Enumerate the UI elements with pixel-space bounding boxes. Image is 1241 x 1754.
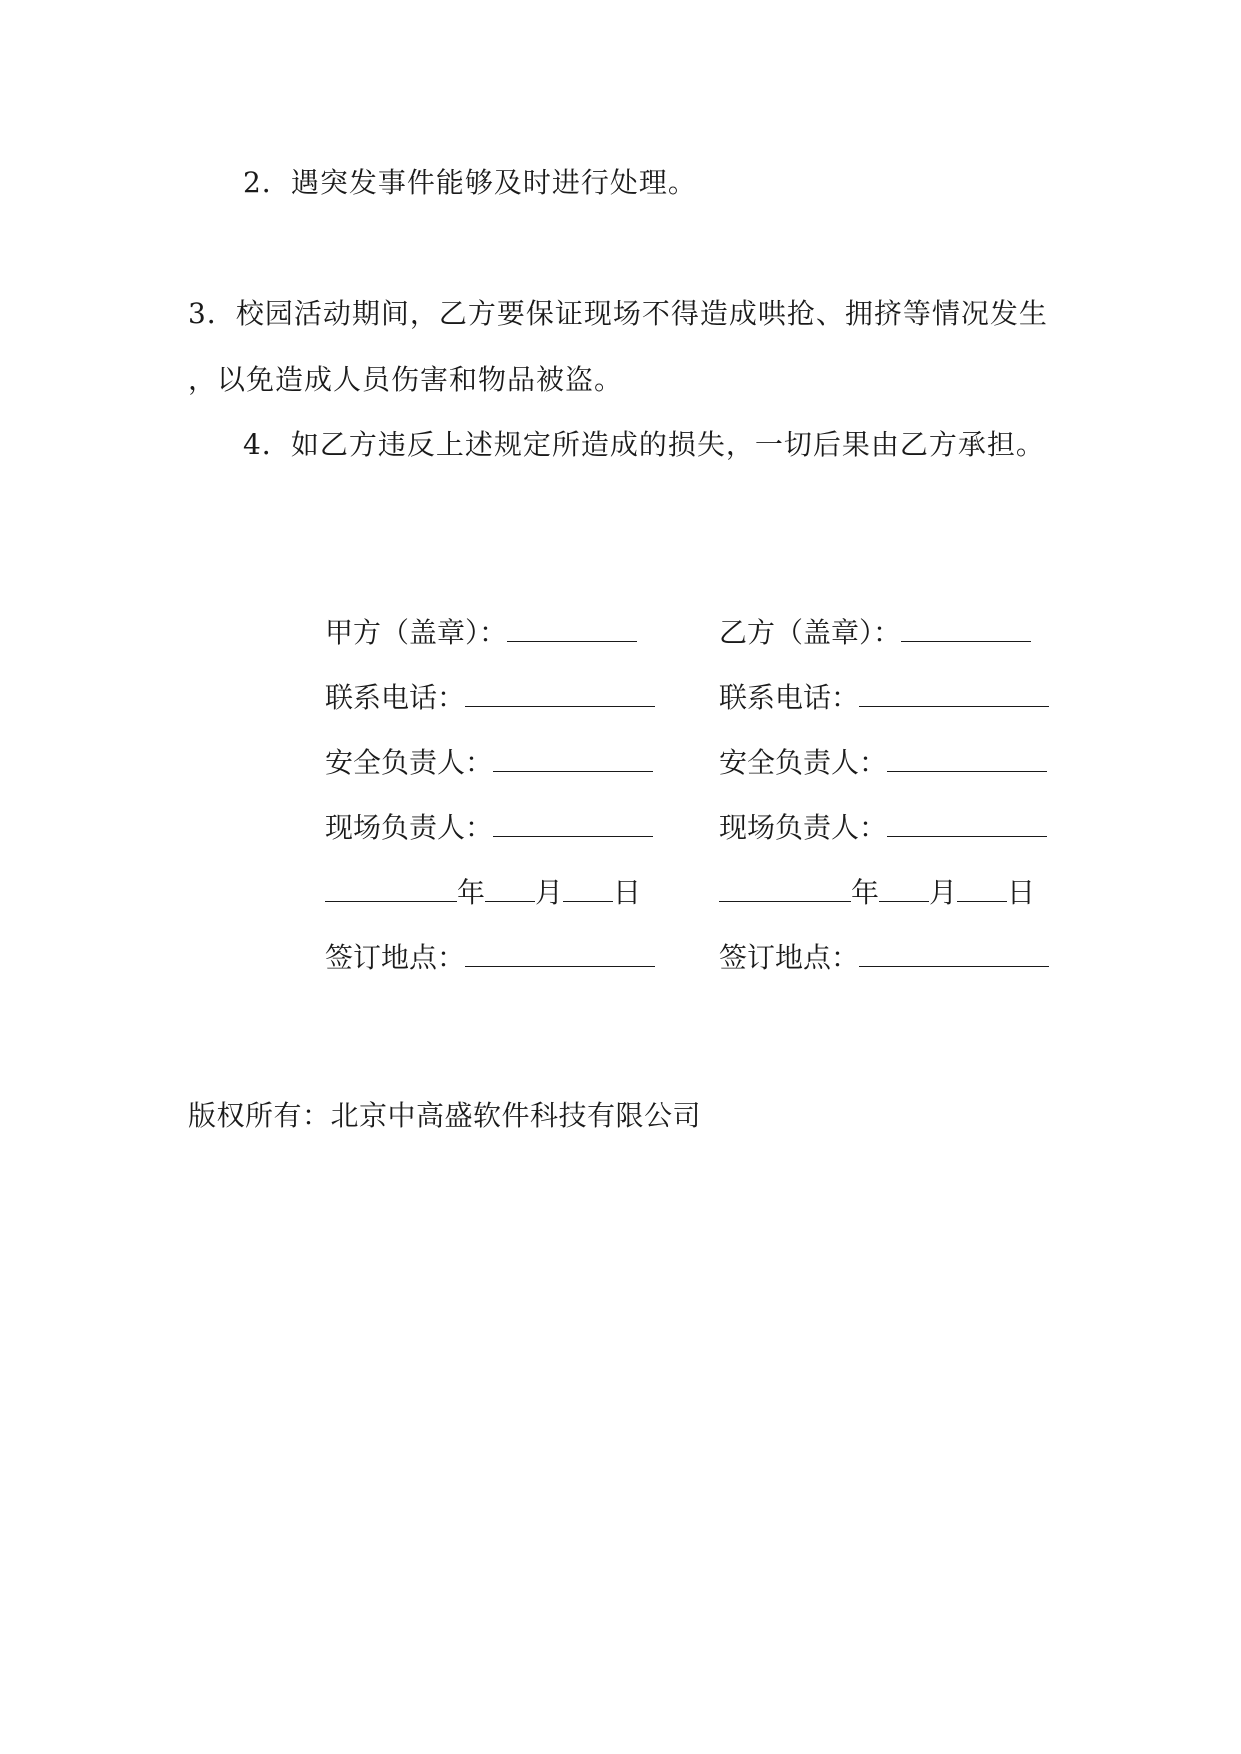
party-a-day-blank (563, 877, 613, 902)
party-b-year-label: 年 (851, 876, 880, 909)
copyright-notice: 版权所有：北京中高盛软件科技有限公司 (188, 1099, 702, 1132)
party-b-seal-row (719, 615, 1059, 680)
party-b-signature-block (719, 615, 1059, 1005)
party-a-seal-blank (507, 617, 637, 642)
party-a-month-label: 月 (535, 876, 564, 909)
party-b-phone-row (719, 680, 1059, 745)
party-a-month-blank (485, 877, 535, 902)
party-a-safety-label: 安全负责人： (325, 746, 494, 779)
party-a-year-blank (325, 877, 457, 902)
party-a-site-row (325, 810, 665, 875)
party-b-site-blank (887, 812, 1047, 837)
party-b-site-label: 现场负责人： (719, 811, 888, 844)
party-b-day-blank (957, 877, 1007, 902)
party-b-year-blank (719, 877, 851, 902)
party-a-phone-label: 联系电话： (325, 681, 466, 714)
party-b-safety-row (719, 745, 1059, 810)
party-b-place-row (719, 940, 1059, 1005)
party-a-phone-row (325, 680, 665, 745)
party-b-place-label: 签订地点： (719, 941, 860, 974)
party-b-phone-blank (859, 682, 1049, 707)
party-a-date-row (325, 875, 665, 940)
party-b-place-blank (859, 942, 1049, 967)
party-a-seal-label: 甲方（盖章）： (325, 616, 508, 649)
party-b-month-label: 月 (929, 876, 958, 909)
party-b-month-blank (879, 877, 929, 902)
party-a-day-label: 日 (613, 876, 642, 909)
party-a-seal-row (325, 615, 665, 680)
party-a-phone-blank (465, 682, 655, 707)
party-b-date-row (719, 875, 1059, 940)
party-a-place-blank (465, 942, 655, 967)
party-a-place-label: 签订地点： (325, 941, 466, 974)
party-b-seal-blank (901, 617, 1031, 642)
party-b-seal-label: 乙方（盖章）： (719, 616, 902, 649)
party-b-safety-blank (887, 747, 1047, 772)
clause-3-line-1: 3．校园活动期间，乙方要保证现场不得造成哄抢、拥挤等情况发生 (188, 297, 1048, 330)
party-a-place-row (325, 940, 665, 1005)
party-b-site-row (719, 810, 1059, 875)
party-a-site-label: 现场负责人： (325, 811, 494, 844)
party-a-site-blank (493, 812, 653, 837)
clause-4: 4．如乙方违反上述规定所造成的损失，一切后果由乙方承担。 (243, 428, 1045, 461)
party-b-day-label: 日 (1007, 876, 1036, 909)
clause-2: 2．遇突发事件能够及时进行处理。 (243, 166, 697, 199)
party-a-safety-row (325, 745, 665, 810)
party-b-phone-label: 联系电话： (719, 681, 860, 714)
clause-3-line-2: ，以免造成人员伤害和物品被盗。 (188, 363, 624, 396)
party-b-safety-label: 安全负责人： (719, 746, 888, 779)
party-a-signature-block (325, 615, 665, 1005)
party-a-safety-blank (493, 747, 653, 772)
party-a-year-label: 年 (457, 876, 486, 909)
